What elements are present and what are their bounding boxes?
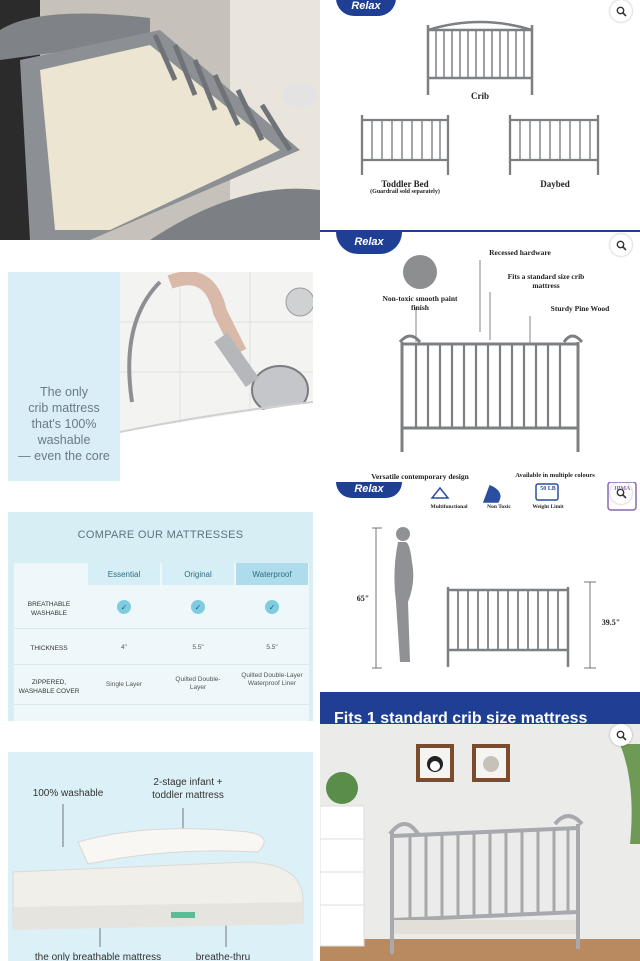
badge-label-non-toxic: Non Toxic: [487, 504, 511, 510]
badge-label-multifunctional: Multifunctional: [430, 504, 468, 510]
magnifier-icon: [616, 730, 627, 741]
crib-modes-panel: [320, 0, 640, 240]
label-washable: 100% washable: [32, 788, 104, 799]
crib-drawing: [400, 336, 582, 452]
badge-value-jpma: JPMA: [613, 486, 631, 492]
feature-pine: Sturdy Pine Wood: [550, 304, 610, 313]
cell-thickness-original: 5.5": [192, 644, 204, 651]
crib-drawing: [428, 22, 532, 95]
label-breathe: breathe-thru: [195, 952, 251, 961]
feature-recessed: Recessed hardware: [489, 248, 551, 257]
dimension-height-person: 65": [356, 594, 370, 603]
badge-label-weight-limit: Weight Limit: [532, 504, 564, 510]
crib-drawing: [448, 587, 568, 667]
row-label-cover: ZIPPERED, WASHABLE COVER: [18, 679, 80, 695]
cell-cover-waterproof: Quilted Double-Layer Waterproof Liner: [241, 672, 303, 687]
daybed-label: Daybed: [540, 179, 570, 189]
compare-table-bg: [14, 563, 309, 721]
row-label-thickness: THICKNESS: [30, 645, 68, 652]
compare-title: COMPARE OUR MATTRESSES: [77, 529, 244, 541]
col-essential: Essential: [88, 563, 160, 585]
col-original: Original: [162, 563, 234, 585]
washable-text: The only crib mattress that's 100% washable — even the core: [18, 385, 110, 463]
dimension-height-crib: 39.5": [601, 618, 621, 627]
feature-colours: Available in multiple colours: [515, 472, 595, 479]
badge-value-weight: 50 LB: [540, 486, 556, 492]
cell-cover-essential: Single Layer: [105, 681, 143, 688]
toddler-bed-note: (Guardrail sold separately): [370, 189, 440, 195]
toddler-bed-label: Toddler Bed: [381, 179, 429, 189]
row-label-breathable: BREATHABLE WASHABLE: [27, 601, 71, 617]
feature-versatile: Versatile contemporary design: [371, 472, 469, 481]
check-icon: ✓: [191, 600, 205, 614]
mattress-panel: [8, 752, 313, 961]
washable-panel: [8, 272, 313, 481]
dimensions-panel: [320, 482, 640, 692]
check-icon: ✓: [117, 600, 131, 614]
crib-label: Crib: [471, 91, 489, 101]
photo-crib-with-mattress: [0, 0, 320, 240]
zoom-button[interactable]: [610, 724, 632, 746]
label-breathable: the only breathable mattress: [34, 952, 162, 961]
shower-photo: [120, 272, 313, 481]
nursery-photo: [320, 724, 640, 961]
col-waterproof: Waterproof: [236, 563, 308, 585]
relax-logo: Relax: [336, 0, 396, 16]
cell-cover-original: Quilted Double-Layer: [175, 676, 221, 691]
relax-logo: Relax: [336, 232, 402, 254]
daybed-drawing: [510, 115, 598, 175]
features-panel: [320, 232, 640, 482]
toddler-bed-drawing: [362, 115, 448, 175]
relax-logo: Relax: [336, 482, 402, 498]
person-silhouette: [394, 527, 413, 662]
label-two-stage: 2-stage infant + toddler mattress: [152, 777, 224, 801]
feature-fits: Fits a standard size crib mattress: [507, 272, 585, 290]
cell-thickness-waterproof: 5.5": [266, 644, 278, 651]
fits-banner: Fits 1 standard crib size mattress: [320, 692, 640, 724]
cell-thickness-essential: 4": [121, 644, 127, 651]
feature-paint: Non-toxic smooth paint finish: [382, 294, 458, 312]
check-icon: ✓: [265, 600, 279, 614]
